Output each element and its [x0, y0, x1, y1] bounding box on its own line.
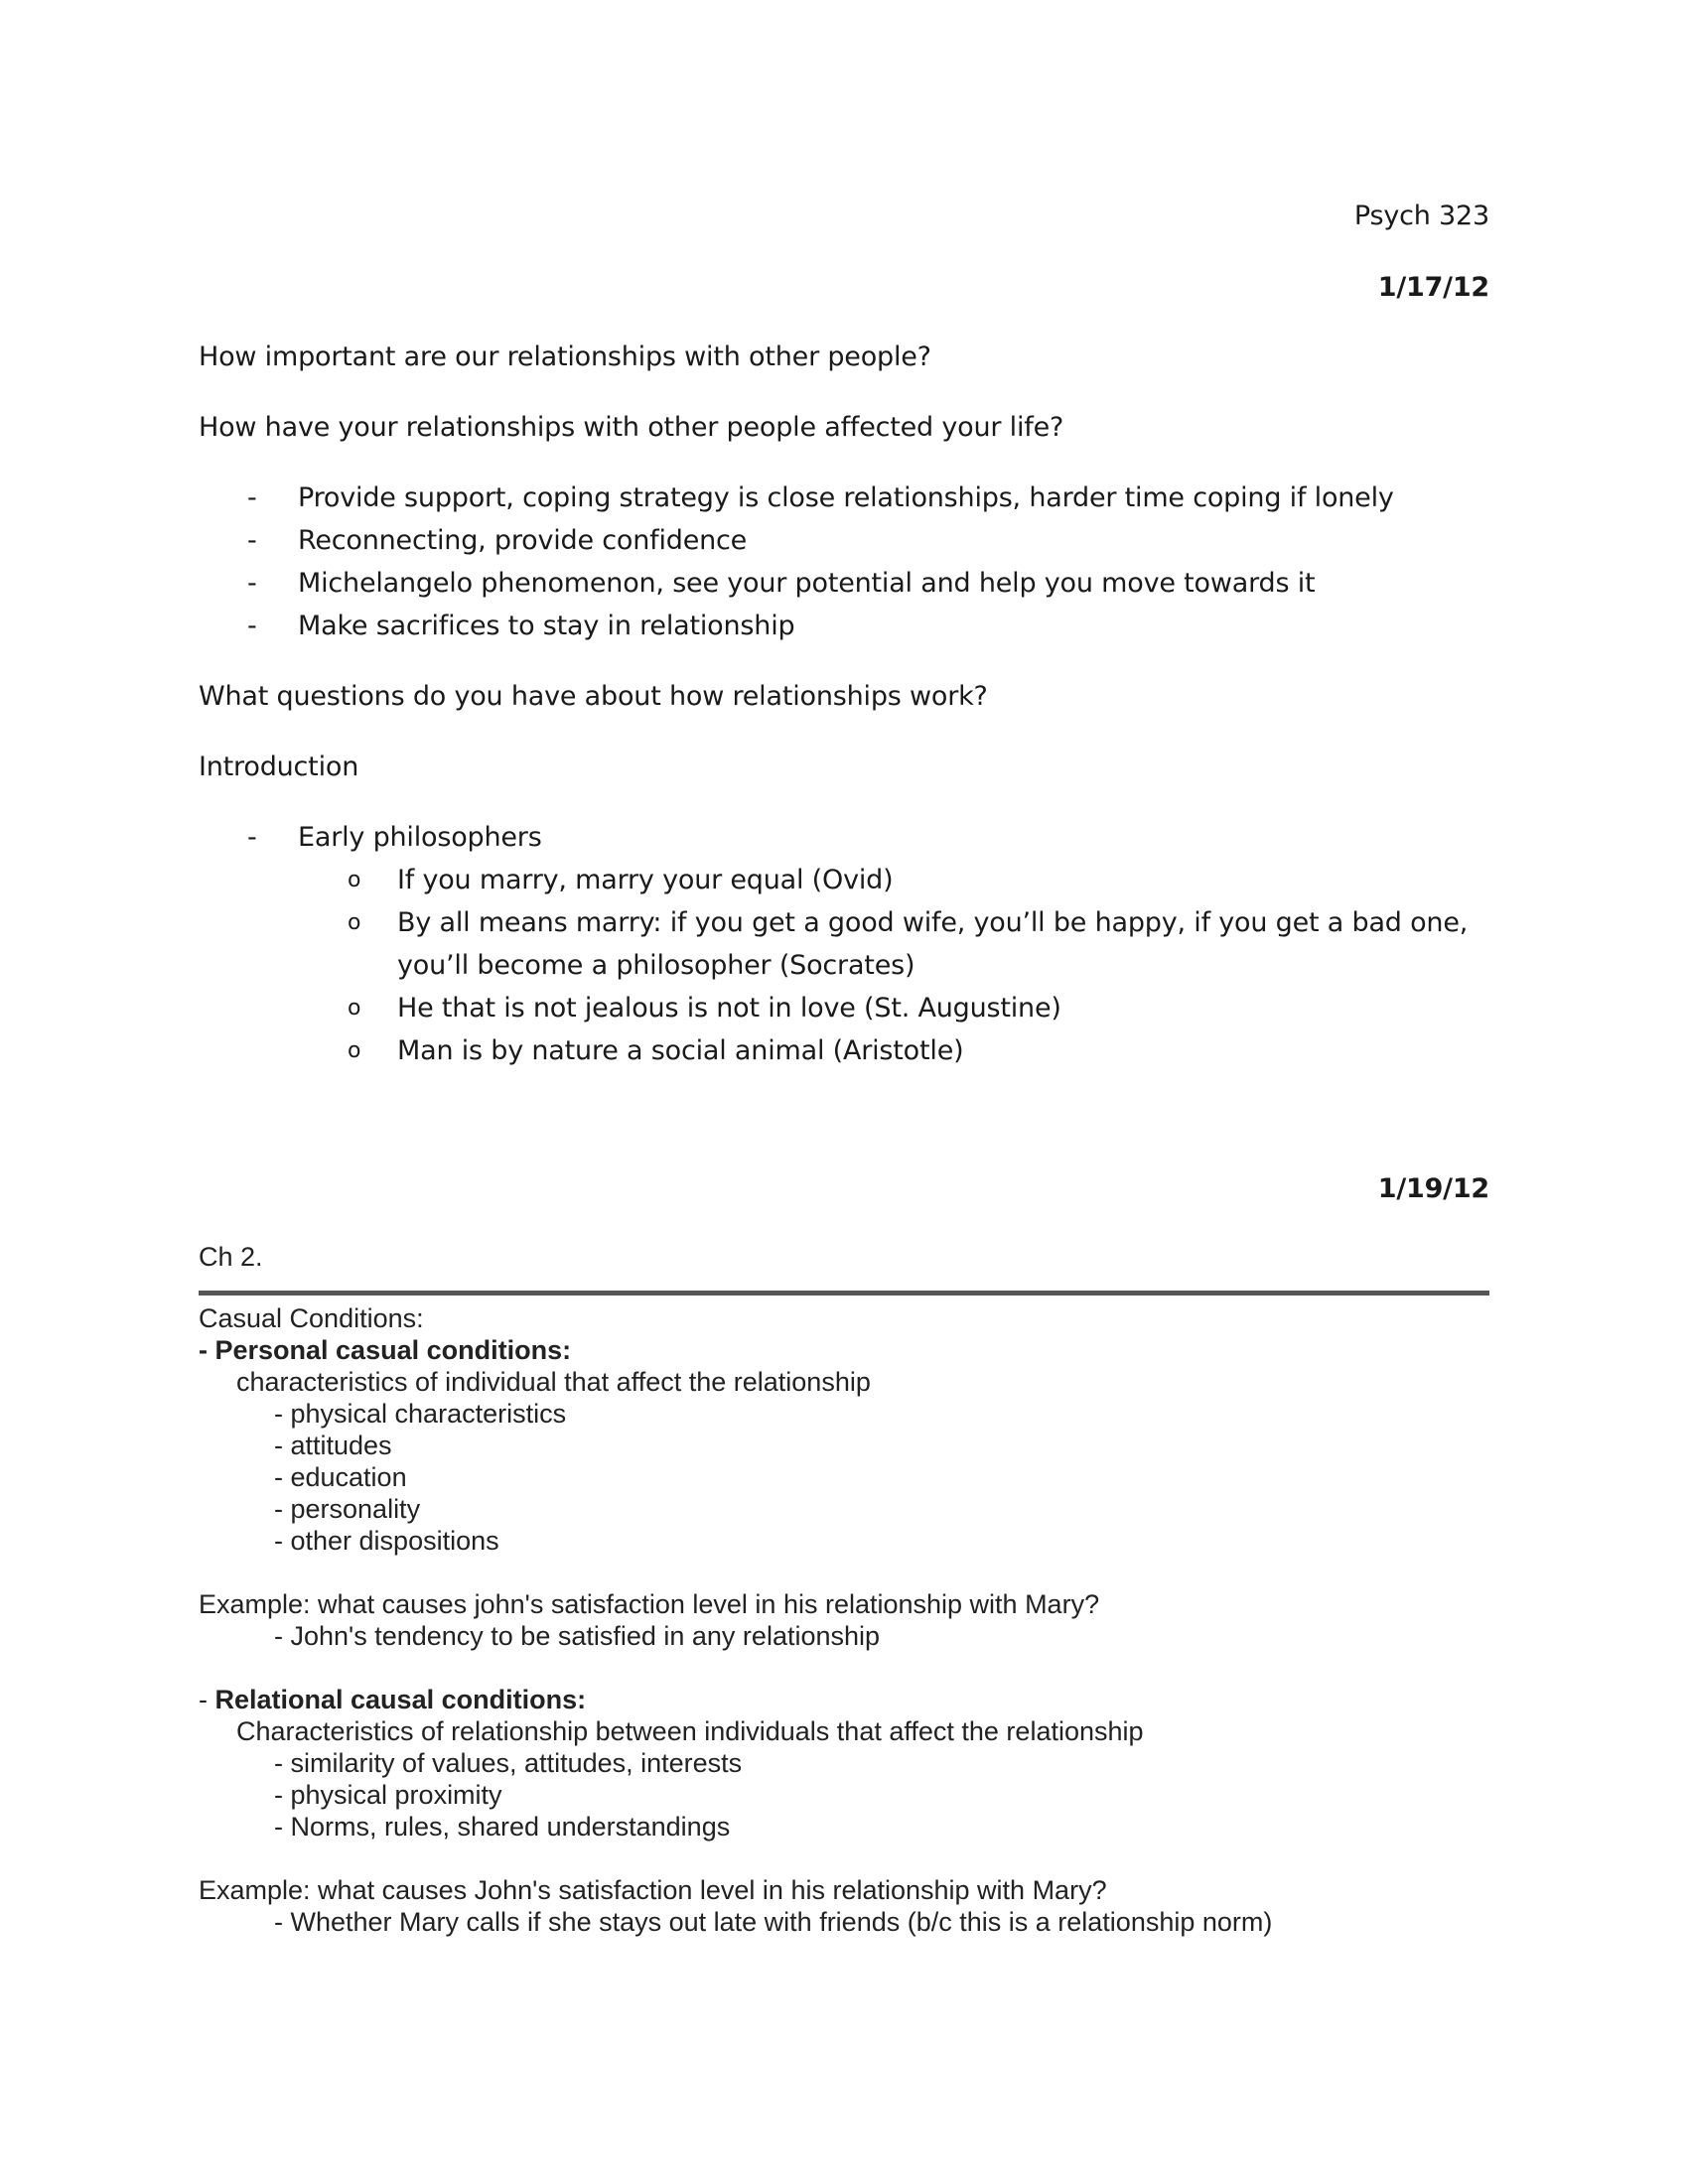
course-label: Psych 323 — [1353, 201, 1489, 231]
bullet-dash: - — [247, 568, 257, 599]
question-1: How important are our relationships with other people? — [199, 341, 931, 372]
relational-heading: Relational causal conditions: — [214, 1685, 587, 1714]
answer-item: Reconnecting, provide confidence — [298, 525, 748, 556]
relational-dash: - — [199, 1685, 215, 1714]
circle-bullet: o — [348, 1038, 361, 1063]
bullet-dash: - — [247, 525, 257, 556]
example-1-question: Example: what causes john's satisfaction level in his relationship with Mary? — [199, 1589, 1100, 1619]
bullet-dash: - — [247, 611, 257, 641]
relational-item: - similarity of values, attitudes, interests — [274, 1748, 743, 1778]
circle-bullet: o — [348, 868, 361, 892]
bullet-dash: - — [247, 482, 257, 513]
question-2: How have your relationships with other people affected your life? — [199, 412, 1064, 443]
quote-item: If you marry, marry your equal (Ovid) — [397, 865, 894, 895]
chapter-label: Ch 2. — [199, 1242, 263, 1272]
example-1-answer: - John's tendency to be satisfied in any relationship — [274, 1621, 881, 1651]
quote-item: By all means marry: if you get a good wife, you’ll be happy, if you get a bad one, you’ll become a philosopher (Socrates) — [397, 907, 1469, 981]
date-heading-1: 1/17/12 — [1377, 272, 1489, 303]
introduction-heading: Introduction — [199, 751, 359, 782]
bullet-dash: - — [247, 822, 257, 853]
circle-bullet: o — [348, 996, 361, 1021]
personal-item: - other dispositions — [274, 1526, 499, 1556]
personal-item: - physical characteristics — [274, 1399, 567, 1429]
relational-description: Characteristics of relationship between individuals that affect the relationship — [236, 1716, 1144, 1746]
example-2-answer: - Whether Mary calls if she stays out late with friends (b/c this is a relationship norm) — [274, 1907, 1273, 1937]
answer-item: Michelangelo phenomenon, see your potential and help you move towards it — [298, 568, 1316, 599]
casual-conditions-heading: Casual Conditions: — [199, 1303, 424, 1333]
quote-item: Man is by nature a social animal (Aristotle) — [397, 1035, 964, 1066]
relational-item: - Norms, rules, shared understandings — [274, 1812, 731, 1842]
relational-item: - physical proximity — [274, 1780, 502, 1810]
quote-item: He that is not jealous is not in love (St. Augustine) — [397, 993, 1061, 1024]
personal-description: characteristics of individual that affect the relationship — [236, 1367, 871, 1397]
horizontal-rule — [199, 1291, 1489, 1296]
date-heading-2: 1/19/12 — [1377, 1173, 1489, 1204]
answer-item: Make sacrifices to stay in relationship — [298, 611, 795, 641]
personal-item: - education — [274, 1462, 407, 1492]
answer-item: Provide support, coping strategy is close relationships, harder time coping if lonely — [298, 482, 1394, 513]
question-3: What questions do you have about how relationships work? — [199, 681, 988, 712]
personal-heading: - Personal casual conditions: — [199, 1335, 572, 1365]
personal-item: - attitudes — [274, 1431, 392, 1460]
personal-item: - personality — [274, 1494, 421, 1524]
circle-bullet: o — [348, 910, 361, 935]
relational-heading-row — [199, 1684, 586, 1715]
example-2-question: Example: what causes John's satisfaction level in his relationship with Mary? — [199, 1875, 1107, 1905]
early-philosophers: Early philosophers — [298, 822, 542, 853]
